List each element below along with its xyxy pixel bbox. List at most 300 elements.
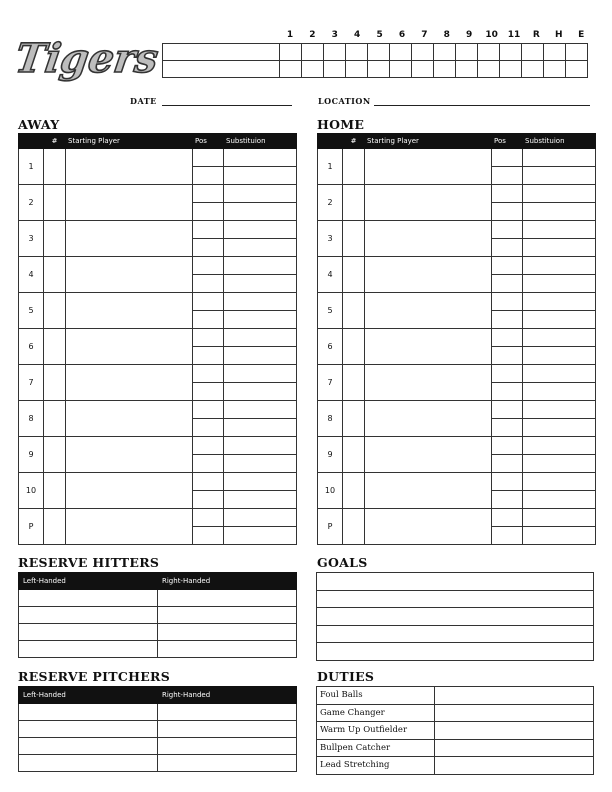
jersey-number-cell[interactable] xyxy=(44,185,66,221)
table-row xyxy=(19,755,297,772)
scoreboard-row-away xyxy=(163,44,588,61)
lineup-row xyxy=(19,221,297,239)
position-cell[interactable] xyxy=(492,455,523,473)
score-cell[interactable] xyxy=(566,61,588,78)
position-cell[interactable] xyxy=(492,491,523,509)
date-label: DATE xyxy=(130,96,157,106)
starting-player-cell[interactable] xyxy=(66,185,193,221)
right-cell[interactable] xyxy=(158,704,297,721)
reserve-hitters-left-header: Left-Handed xyxy=(19,573,158,590)
starting-player-cell[interactable] xyxy=(66,473,193,509)
lineup-row xyxy=(318,473,596,491)
score-cell[interactable] xyxy=(346,44,368,61)
jersey-number-cell[interactable] xyxy=(343,257,365,293)
goal-cell[interactable] xyxy=(317,608,594,626)
position-cell[interactable] xyxy=(193,311,224,329)
reserve-pitchers-right-header: Right-Handed xyxy=(158,687,297,704)
jersey-number-cell[interactable] xyxy=(343,509,365,545)
position-cell[interactable] xyxy=(492,527,523,545)
substitution-cell[interactable] xyxy=(523,221,596,239)
position-cell[interactable] xyxy=(193,491,224,509)
position-cell[interactable] xyxy=(492,275,523,293)
column-header-player: Starting Player xyxy=(66,134,193,149)
goal-row xyxy=(317,590,594,608)
substitution-cell[interactable] xyxy=(523,329,596,347)
date-line[interactable] xyxy=(162,105,292,106)
substitution-cell[interactable] xyxy=(523,509,596,527)
home-lineup-table xyxy=(317,133,596,545)
lineup-row xyxy=(318,365,596,383)
inning-header: 7 xyxy=(421,30,428,40)
starting-player-cell[interactable] xyxy=(66,437,193,473)
substitution-cell[interactable] xyxy=(224,401,297,419)
starting-player-cell[interactable] xyxy=(66,149,193,185)
batting-order-label: 8 xyxy=(19,401,44,437)
score-cell[interactable] xyxy=(324,44,346,61)
lineup-row xyxy=(318,149,596,167)
goal-cell[interactable] xyxy=(317,573,594,591)
duty-name: Lead Stretching xyxy=(317,757,435,775)
score-cell[interactable] xyxy=(368,44,390,61)
position-cell[interactable] xyxy=(492,473,523,491)
score-cell[interactable] xyxy=(544,44,566,61)
batting-order-label: 2 xyxy=(318,185,343,221)
score-cell[interactable] xyxy=(280,61,302,78)
reserve-hitters-table xyxy=(18,572,297,658)
substitution-cell[interactable] xyxy=(224,311,297,329)
lineup-row xyxy=(318,257,596,275)
substitution-cell[interactable] xyxy=(224,473,297,491)
batting-order-label: 1 xyxy=(318,149,343,185)
batting-order-label: 9 xyxy=(318,437,343,473)
substitution-cell[interactable] xyxy=(224,275,297,293)
lineup-row xyxy=(318,401,596,419)
position-cell[interactable] xyxy=(193,257,224,275)
inning-header: 5 xyxy=(376,30,383,40)
starting-player-cell[interactable] xyxy=(365,257,492,293)
substitution-cell[interactable] xyxy=(224,239,297,257)
column-header-sub: Substituion xyxy=(523,134,596,149)
column-header-pos: Pos xyxy=(193,134,224,149)
score-cell[interactable] xyxy=(456,61,478,78)
score-cell[interactable] xyxy=(368,61,390,78)
left-cell[interactable] xyxy=(19,721,158,738)
position-cell[interactable] xyxy=(492,149,523,167)
substitution-cell[interactable] xyxy=(523,185,596,203)
substitution-cell[interactable] xyxy=(224,167,297,185)
jersey-number-cell[interactable] xyxy=(44,437,66,473)
substitution-cell[interactable] xyxy=(224,347,297,365)
left-cell[interactable] xyxy=(19,624,158,641)
lineup-row xyxy=(318,221,596,239)
substitution-cell[interactable] xyxy=(523,257,596,275)
batting-order-label: P xyxy=(318,509,343,545)
lineup-row xyxy=(19,401,297,419)
duty-assignee-cell[interactable] xyxy=(435,722,594,740)
substitution-cell[interactable] xyxy=(523,311,596,329)
score-cell[interactable] xyxy=(544,61,566,78)
lineup-row xyxy=(19,149,297,167)
jersey-number-cell[interactable] xyxy=(44,257,66,293)
substitution-cell[interactable] xyxy=(523,419,596,437)
jersey-number-cell[interactable] xyxy=(44,509,66,545)
duty-row xyxy=(317,722,594,740)
score-cell[interactable] xyxy=(500,61,522,78)
score-cell[interactable] xyxy=(478,61,500,78)
right-cell[interactable] xyxy=(158,590,297,607)
score-cell[interactable] xyxy=(390,44,412,61)
inning-header: 11 xyxy=(507,30,521,40)
starting-player-cell[interactable] xyxy=(66,401,193,437)
column-header-number: # xyxy=(343,134,365,149)
goal-row xyxy=(317,625,594,643)
lineup-row xyxy=(19,365,297,383)
column-header-sub: Substituion xyxy=(224,134,297,149)
score-cell[interactable] xyxy=(390,61,412,78)
score-cell[interactable] xyxy=(280,44,302,61)
left-cell[interactable] xyxy=(19,590,158,607)
batting-order-label: 10 xyxy=(19,473,44,509)
position-cell[interactable] xyxy=(492,329,523,347)
position-cell[interactable] xyxy=(492,437,523,455)
inning-header: H xyxy=(555,30,563,40)
jersey-number-cell[interactable] xyxy=(44,221,66,257)
substitution-cell[interactable] xyxy=(224,149,297,167)
table-row xyxy=(19,738,297,755)
substitution-cell[interactable] xyxy=(523,347,596,365)
jersey-number-cell[interactable] xyxy=(44,293,66,329)
inning-header: 4 xyxy=(354,30,361,40)
location-label: LOCATION xyxy=(318,96,371,106)
duty-assignee-cell[interactable] xyxy=(435,739,594,757)
starting-player-cell[interactable] xyxy=(365,221,492,257)
batting-order-label: 2 xyxy=(19,185,44,221)
score-cell[interactable] xyxy=(346,61,368,78)
starting-player-cell[interactable] xyxy=(66,221,193,257)
substitution-cell[interactable] xyxy=(523,275,596,293)
score-cell[interactable] xyxy=(434,44,456,61)
substitution-cell[interactable] xyxy=(224,293,297,311)
duty-row xyxy=(317,757,594,775)
substitution-cell[interactable] xyxy=(224,437,297,455)
position-cell[interactable] xyxy=(193,167,224,185)
column-header-number: # xyxy=(44,134,66,149)
position-cell[interactable] xyxy=(193,527,224,545)
inning-header: 1 xyxy=(286,30,294,40)
substitution-cell[interactable] xyxy=(523,203,596,221)
table-row xyxy=(19,624,297,641)
inning-header: 3 xyxy=(331,30,338,40)
goal-cell[interactable] xyxy=(317,643,594,661)
lineup-row xyxy=(318,437,596,455)
substitution-cell[interactable] xyxy=(224,509,297,527)
inning-header: 9 xyxy=(466,30,473,40)
substitution-cell[interactable] xyxy=(523,527,596,545)
table-row xyxy=(19,704,297,721)
team-name-cell[interactable] xyxy=(163,61,280,78)
away-title: AWAY xyxy=(18,117,60,132)
starting-player-cell[interactable] xyxy=(365,437,492,473)
duty-name: Warm Up Outfielder xyxy=(317,722,435,740)
substitution-cell[interactable] xyxy=(523,473,596,491)
left-cell[interactable] xyxy=(19,607,158,624)
position-cell[interactable] xyxy=(492,401,523,419)
starting-player-cell[interactable] xyxy=(66,257,193,293)
duty-name: Game Changer xyxy=(317,704,435,722)
starting-player-cell[interactable] xyxy=(365,509,492,545)
lineup-row xyxy=(318,185,596,203)
inning-header: 8 xyxy=(443,30,450,40)
position-cell[interactable] xyxy=(492,311,523,329)
substitution-cell[interactable] xyxy=(224,257,297,275)
starting-player-cell[interactable] xyxy=(365,329,492,365)
logo-wordmark: Tigers xyxy=(12,35,161,82)
jersey-number-cell[interactable] xyxy=(343,293,365,329)
batting-order-label: 6 xyxy=(19,329,44,365)
batting-order-label: 6 xyxy=(318,329,343,365)
scoreboard-row-home xyxy=(163,61,588,78)
substitution-cell[interactable] xyxy=(224,419,297,437)
table-row xyxy=(19,607,297,624)
jersey-number-cell[interactable] xyxy=(343,221,365,257)
reserve-pitchers-title: RESERVE PITCHERS xyxy=(18,669,171,684)
batting-order-label: 9 xyxy=(19,437,44,473)
substitution-cell[interactable] xyxy=(224,203,297,221)
team-name-cell[interactable] xyxy=(163,44,280,61)
location-line[interactable] xyxy=(374,105,590,106)
duty-name: Bullpen Catcher xyxy=(317,739,435,757)
column-header-player: Starting Player xyxy=(365,134,492,149)
starting-player-cell[interactable] xyxy=(66,509,193,545)
lineup-row xyxy=(19,509,297,527)
position-cell[interactable] xyxy=(492,221,523,239)
reserve-pitchers-table xyxy=(18,686,297,772)
position-cell[interactable] xyxy=(193,347,224,365)
substitution-cell[interactable] xyxy=(523,365,596,383)
batting-order-label: 3 xyxy=(19,221,44,257)
substitution-cell[interactable] xyxy=(224,491,297,509)
goal-cell[interactable] xyxy=(317,625,594,643)
batting-order-label: 5 xyxy=(19,293,44,329)
batting-order-label: 4 xyxy=(318,257,343,293)
substitution-cell[interactable] xyxy=(224,527,297,545)
starting-player-cell[interactable] xyxy=(66,329,193,365)
score-cell[interactable] xyxy=(566,44,588,61)
score-cell[interactable] xyxy=(522,61,544,78)
jersey-number-cell[interactable] xyxy=(343,149,365,185)
substitution-cell[interactable] xyxy=(224,455,297,473)
right-cell[interactable] xyxy=(158,641,297,658)
column-header-pos: Pos xyxy=(492,134,523,149)
substitution-cell[interactable] xyxy=(523,293,596,311)
position-cell[interactable] xyxy=(492,383,523,401)
left-cell[interactable] xyxy=(19,738,158,755)
position-cell[interactable] xyxy=(193,293,224,311)
jersey-number-cell[interactable] xyxy=(343,365,365,401)
column-header xyxy=(318,134,343,149)
away-lineup-table xyxy=(18,133,297,545)
tigers-logo xyxy=(12,28,161,84)
lineup-row xyxy=(19,185,297,203)
position-cell[interactable] xyxy=(492,167,523,185)
lineup-header-row xyxy=(19,134,297,149)
position-cell[interactable] xyxy=(492,257,523,275)
starting-player-cell[interactable] xyxy=(365,401,492,437)
substitution-cell[interactable] xyxy=(224,329,297,347)
home-title: HOME xyxy=(317,117,365,132)
jersey-number-cell[interactable] xyxy=(44,149,66,185)
score-cell[interactable] xyxy=(302,44,324,61)
score-cell[interactable] xyxy=(302,61,324,78)
position-cell[interactable] xyxy=(193,437,224,455)
left-cell[interactable] xyxy=(19,641,158,658)
starting-player-cell[interactable] xyxy=(66,293,193,329)
substitution-cell[interactable] xyxy=(523,491,596,509)
right-cell[interactable] xyxy=(158,721,297,738)
starting-player-cell[interactable] xyxy=(365,365,492,401)
lineup-row xyxy=(19,437,297,455)
lineup-row xyxy=(19,293,297,311)
goal-row xyxy=(317,573,594,591)
table-row xyxy=(19,721,297,738)
position-cell[interactable] xyxy=(492,203,523,221)
position-cell[interactable] xyxy=(193,419,224,437)
batting-order-label: 7 xyxy=(318,365,343,401)
jersey-number-cell[interactable] xyxy=(343,185,365,221)
reserve-hitters-title: RESERVE HITTERS xyxy=(18,555,160,570)
duty-assignee-cell[interactable] xyxy=(435,704,594,722)
batting-order-label: 7 xyxy=(19,365,44,401)
score-cell[interactable] xyxy=(324,61,346,78)
jersey-number-cell[interactable] xyxy=(343,473,365,509)
substitution-cell[interactable] xyxy=(523,239,596,257)
inning-header: 2 xyxy=(309,30,316,40)
position-cell[interactable] xyxy=(193,329,224,347)
position-cell[interactable] xyxy=(492,293,523,311)
position-cell[interactable] xyxy=(193,509,224,527)
batting-order-label: P xyxy=(19,509,44,545)
lineup-header-row xyxy=(318,134,596,149)
jersey-number-cell[interactable] xyxy=(343,401,365,437)
score-cell[interactable] xyxy=(412,61,434,78)
batting-order-label: 3 xyxy=(318,221,343,257)
starting-player-cell[interactable] xyxy=(365,293,492,329)
starting-player-cell[interactable] xyxy=(365,185,492,221)
score-cell[interactable] xyxy=(434,61,456,78)
substitution-cell[interactable] xyxy=(523,383,596,401)
score-cell[interactable] xyxy=(412,44,434,61)
duty-row xyxy=(317,739,594,757)
reserve-hitters-right-header: Right-Handed xyxy=(158,573,297,590)
position-cell[interactable] xyxy=(193,365,224,383)
position-cell[interactable] xyxy=(492,509,523,527)
position-cell[interactable] xyxy=(193,149,224,167)
right-cell[interactable] xyxy=(158,738,297,755)
duty-assignee-cell[interactable] xyxy=(435,687,594,705)
position-cell[interactable] xyxy=(193,203,224,221)
position-cell[interactable] xyxy=(193,221,224,239)
right-cell[interactable] xyxy=(158,755,297,772)
table-row xyxy=(19,590,297,607)
inning-header: 10 xyxy=(485,30,498,40)
duty-row xyxy=(317,704,594,722)
lineup-row xyxy=(19,473,297,491)
position-cell[interactable] xyxy=(193,401,224,419)
position-cell[interactable] xyxy=(193,275,224,293)
goals-table xyxy=(316,572,594,661)
jersey-number-cell[interactable] xyxy=(343,329,365,365)
jersey-number-cell[interactable] xyxy=(44,329,66,365)
substitution-cell[interactable] xyxy=(523,149,596,167)
inning-header: R xyxy=(532,30,540,40)
position-cell[interactable] xyxy=(193,383,224,401)
substitution-cell[interactable] xyxy=(224,383,297,401)
substitution-cell[interactable] xyxy=(224,365,297,383)
right-cell[interactable] xyxy=(158,607,297,624)
batting-order-label: 8 xyxy=(318,401,343,437)
jersey-number-cell[interactable] xyxy=(44,401,66,437)
goal-cell[interactable] xyxy=(317,590,594,608)
substitution-cell[interactable] xyxy=(523,401,596,419)
duty-assignee-cell[interactable] xyxy=(435,757,594,775)
goal-row xyxy=(317,643,594,661)
batting-order-label: 10 xyxy=(318,473,343,509)
substitution-cell[interactable] xyxy=(523,455,596,473)
jersey-number-cell[interactable] xyxy=(44,365,66,401)
duties-title: DUTIES xyxy=(317,669,375,684)
substitution-cell[interactable] xyxy=(523,167,596,185)
inning-header: E xyxy=(578,30,585,40)
position-cell[interactable] xyxy=(492,239,523,257)
duty-row xyxy=(317,687,594,705)
jersey-number-cell[interactable] xyxy=(44,473,66,509)
left-cell[interactable] xyxy=(19,704,158,721)
lineup-row xyxy=(318,293,596,311)
duty-name: Foul Balls xyxy=(317,687,435,705)
lineup-row xyxy=(19,257,297,275)
goal-row xyxy=(317,608,594,626)
right-cell[interactable] xyxy=(158,624,297,641)
position-cell[interactable] xyxy=(492,365,523,383)
substitution-cell[interactable] xyxy=(224,185,297,203)
position-cell[interactable] xyxy=(492,185,523,203)
score-cell[interactable] xyxy=(522,44,544,61)
starting-player-cell[interactable] xyxy=(365,473,492,509)
score-cell[interactable] xyxy=(478,44,500,61)
jersey-number-cell[interactable] xyxy=(343,437,365,473)
substitution-cell[interactable] xyxy=(523,437,596,455)
left-cell[interactable] xyxy=(19,755,158,772)
position-cell[interactable] xyxy=(492,419,523,437)
duties-table xyxy=(316,686,594,775)
reserve-pitchers-left-header: Left-Handed xyxy=(19,687,158,704)
starting-player-cell[interactable] xyxy=(365,149,492,185)
position-cell[interactable] xyxy=(193,185,224,203)
substitution-cell[interactable] xyxy=(224,221,297,239)
inning-header: 6 xyxy=(398,30,406,40)
position-cell[interactable] xyxy=(193,473,224,491)
goals-title: GOALS xyxy=(317,555,368,570)
score-cell[interactable] xyxy=(500,44,522,61)
position-cell[interactable] xyxy=(193,455,224,473)
table-row xyxy=(19,641,297,658)
position-cell[interactable] xyxy=(193,239,224,257)
score-cell[interactable] xyxy=(456,44,478,61)
starting-player-cell[interactable] xyxy=(66,365,193,401)
position-cell[interactable] xyxy=(492,347,523,365)
batting-order-label: 5 xyxy=(318,293,343,329)
batting-order-label: 4 xyxy=(19,257,44,293)
